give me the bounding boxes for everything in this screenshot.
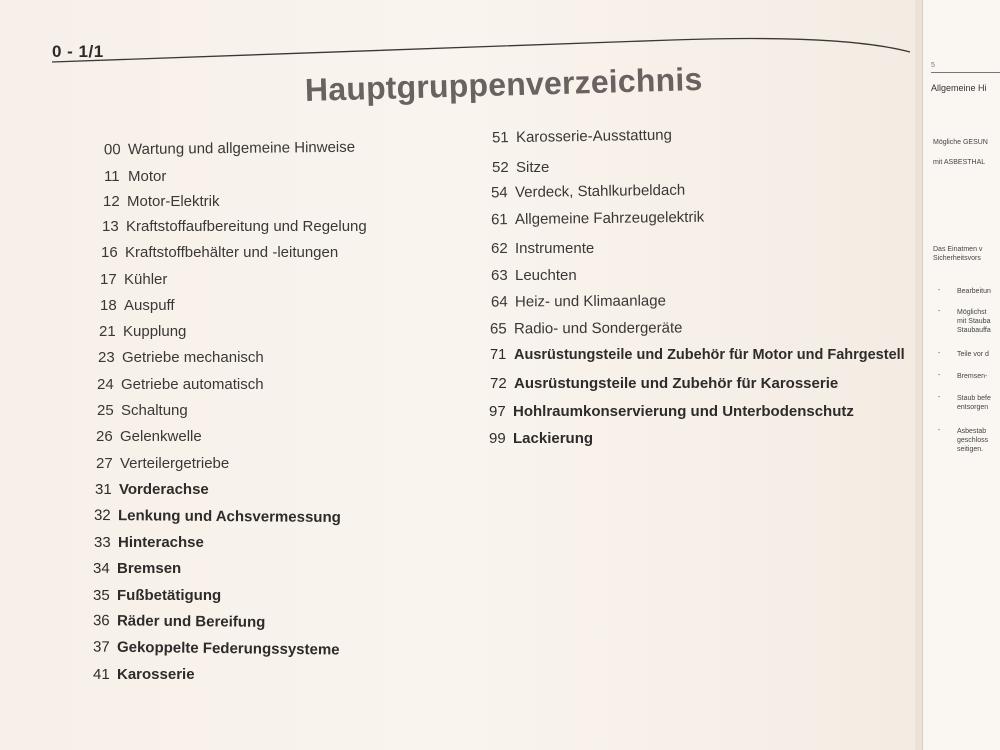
toc-entry-52[interactable]: 52 Sitze bbox=[492, 159, 550, 176]
toc-entry-61[interactable]: 61 Allgemeine Fahrzeugelektrik bbox=[490, 208, 705, 229]
toc-entry-41[interactable]: 41 Karosserie bbox=[93, 666, 195, 683]
toc-entry-11[interactable]: 11 Motor bbox=[104, 168, 167, 185]
toc-entry-18[interactable]: 18 Auspuff bbox=[100, 297, 175, 314]
toc-entry-51[interactable]: 51 Karosserie-Ausstattung bbox=[491, 126, 673, 147]
bullet-text: Asbestab bbox=[957, 428, 987, 435]
toc-entry-32[interactable]: 32 Lenkung und Achsvermessung bbox=[93, 506, 341, 527]
bullet-text: Teile vor d bbox=[957, 351, 989, 358]
bullet-text: geschloss bbox=[957, 437, 989, 444]
bullet-mark: - bbox=[938, 350, 941, 357]
facing-page-paragraph: Sicherheitsvors bbox=[933, 255, 981, 262]
toc-entry-63[interactable]: 63 Leuchten bbox=[491, 267, 577, 284]
toc-entry-26[interactable]: 26 Gelenkwelle bbox=[96, 428, 202, 445]
toc-entry-34[interactable]: 34 Bremsen bbox=[93, 560, 182, 577]
bullet-mark: - bbox=[938, 372, 941, 379]
bullet-text: Möglichst bbox=[957, 309, 987, 316]
bullet-text: mit Stauba bbox=[957, 318, 991, 325]
toc-entry-13[interactable]: 13 Kraftstoffaufbereitung und Regelung bbox=[102, 218, 367, 235]
toc-entry-16[interactable]: 16 Kraftstoffbehälter und -leitungen bbox=[101, 244, 339, 261]
facing-page-rule bbox=[931, 72, 1000, 73]
bullet-text: Bremsen- bbox=[957, 373, 988, 380]
toc-entry-00[interactable]: 00 Wartung und allgemeine Hinweise bbox=[103, 138, 356, 159]
bullet-text: Bearbeitun bbox=[957, 288, 991, 295]
toc-entry-24[interactable]: 24 Getriebe automatisch bbox=[97, 376, 264, 393]
bullet-mark: - bbox=[938, 308, 941, 315]
bullet-mark: - bbox=[938, 287, 941, 294]
facing-page bbox=[922, 0, 1000, 750]
header-rule bbox=[52, 30, 912, 70]
toc-entry-65[interactable]: 65 Radio- und Sondergeräte bbox=[489, 319, 683, 338]
bullet-mark: - bbox=[938, 427, 941, 434]
toc-entry-35[interactable]: 35 Fußbetätigung bbox=[93, 587, 222, 604]
page-title: Hauptgruppenverzeichnis bbox=[304, 60, 703, 108]
bullet-text: seitigen. bbox=[957, 446, 984, 453]
bullet-text: Staubauffa bbox=[957, 327, 991, 334]
toc-entry-99[interactable]: 99 Lackierung bbox=[489, 430, 594, 447]
toc-entry-64[interactable]: 64 Heiz- und Klimaanlage bbox=[490, 292, 666, 311]
toc-entry-36[interactable]: 36 Räder und Bereifung bbox=[92, 612, 266, 631]
toc-entry-31[interactable]: 31 Vorderachse bbox=[95, 481, 209, 498]
toc-entry-17[interactable]: 17 Kühler bbox=[100, 271, 168, 288]
facing-page-heading: Allgemeine Hi bbox=[931, 83, 987, 93]
toc-entry-72[interactable]: 72 Ausrüstungsteile und Zubehör für Karosserie bbox=[490, 375, 839, 392]
toc-entry-12[interactable]: 12 Motor-Elektrik bbox=[103, 193, 220, 210]
bullet-mark: - bbox=[938, 394, 941, 401]
toc-entry-62[interactable]: 62 Instrumente bbox=[491, 240, 595, 257]
toc-entry-97[interactable]: 97 Hohlraumkonservierung und Unterbodenschutz bbox=[489, 403, 854, 420]
toc-entry-23[interactable]: 23 Getriebe mechanisch bbox=[98, 349, 264, 366]
facing-page-number: 5 bbox=[931, 62, 935, 69]
facing-page-paragraph: Das Einatmen v bbox=[933, 246, 983, 253]
toc-entry-37[interactable]: 37 Gekoppelte Federungssysteme bbox=[92, 638, 340, 659]
bullet-text: entsorgen bbox=[957, 404, 989, 411]
toc-entry-54[interactable]: 54 Verdeck, Stahlkurbeldach bbox=[490, 181, 686, 202]
toc-entry-25[interactable]: 25 Schaltung bbox=[97, 402, 188, 419]
toc-entry-33[interactable]: 33 Hinterachse bbox=[94, 534, 204, 551]
toc-entry-21[interactable]: 21 Kupplung bbox=[99, 323, 187, 340]
bullet-text: Staub befe bbox=[957, 395, 991, 402]
facing-page-line: mit ASBESTHAL bbox=[933, 159, 986, 166]
page-number: 0 - 1/1 bbox=[52, 42, 104, 61]
toc-entry-27[interactable]: 27 Verteilergetriebe bbox=[96, 455, 230, 472]
toc-entry-71[interactable]: 71 Ausrüstungsteile und Zubehör für Motor und Fahrgestell bbox=[490, 347, 905, 363]
facing-page-line: Mögliche GESUN bbox=[933, 139, 988, 146]
